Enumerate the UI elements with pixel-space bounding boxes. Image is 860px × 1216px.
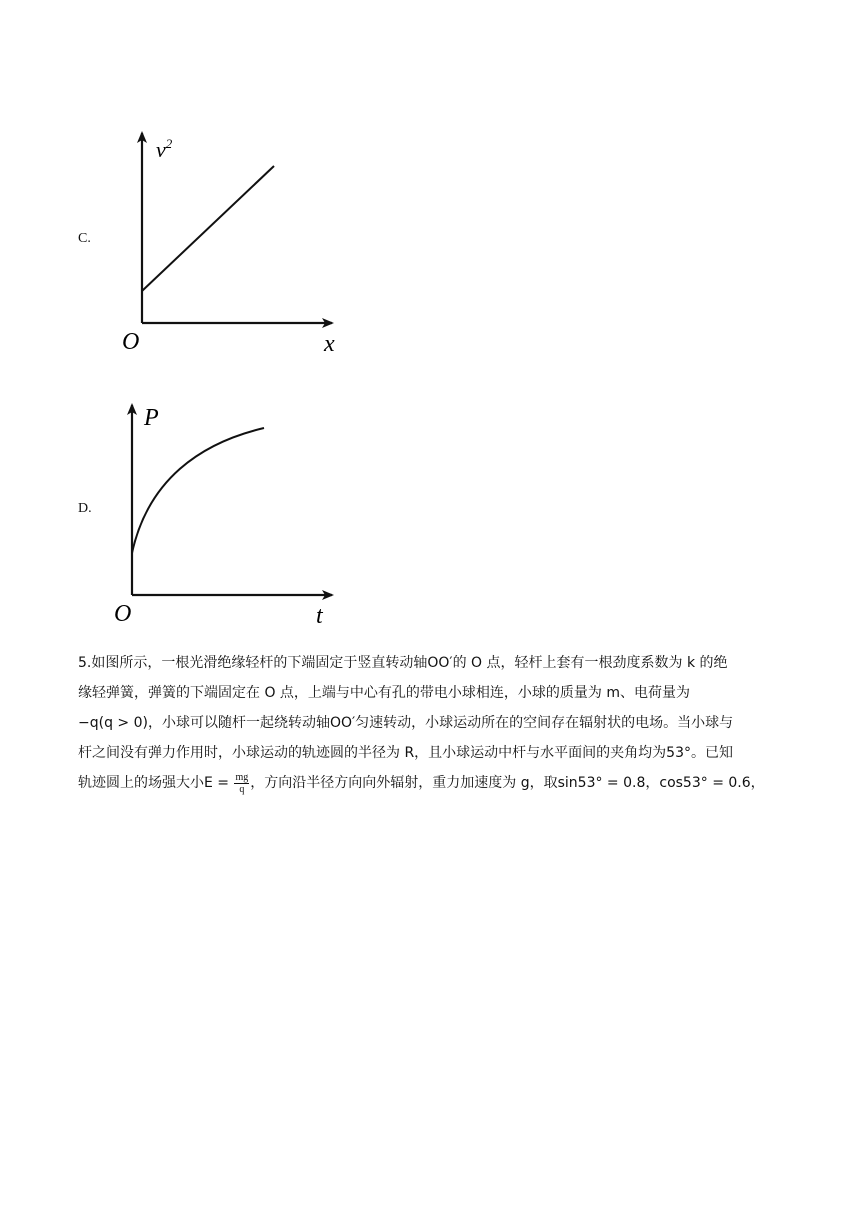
- question-5: [78, 648, 778, 798]
- origin-label: O: [114, 601, 132, 627]
- plot-curve: [132, 428, 264, 553]
- option-d-label: D.: [78, 501, 92, 516]
- question-line: 缘轻弹簧，弹簧的下端固定在 O 点，上端与中心有孔的带电小球相连，小球的质量为 m、电荷量为: [78, 685, 691, 701]
- x-axis-label: t: [316, 603, 323, 629]
- fraction-numerator: mg: [235, 771, 249, 783]
- plot-line: [142, 166, 274, 291]
- question-line-with-formula: [78, 768, 778, 798]
- question-text: 轨迹圆上的场强大小E =: [78, 775, 234, 791]
- option-c-label: C.: [78, 231, 91, 246]
- question-text: ，方向沿半径方向向外辐射，重力加速度为 g，取sin53° = 0.8，cos53° = 0.6，: [250, 775, 765, 791]
- y-axis-label: $v^2$: [156, 136, 173, 162]
- fraction-denominator: q: [239, 783, 245, 795]
- field-formula-fraction: [234, 772, 249, 795]
- y-axis-label: P: [144, 405, 159, 431]
- question-line: 杆之间没有弹力作用时，小球运动的轨迹圆的半径为 R，且小球运动中杆与水平面间的夹角均为53°。已知: [78, 745, 733, 761]
- question-line: 5.如图所示，一根光滑绝缘轻杆的下端固定于竖直转动轴OO′的 O 点，轻杆上套有一根劲度系数为 k 的绝: [78, 655, 728, 671]
- x-axis-label: x: [324, 331, 335, 357]
- origin-label: O: [122, 329, 140, 355]
- option-c-graph: [110, 125, 350, 360]
- option-d-graph: [100, 395, 350, 630]
- question-line: −q(q > 0)，小球可以随杆一起绕转动轴OO′匀速转动，小球运动所在的空间存在辐射状的电场。当小球与: [78, 715, 734, 731]
